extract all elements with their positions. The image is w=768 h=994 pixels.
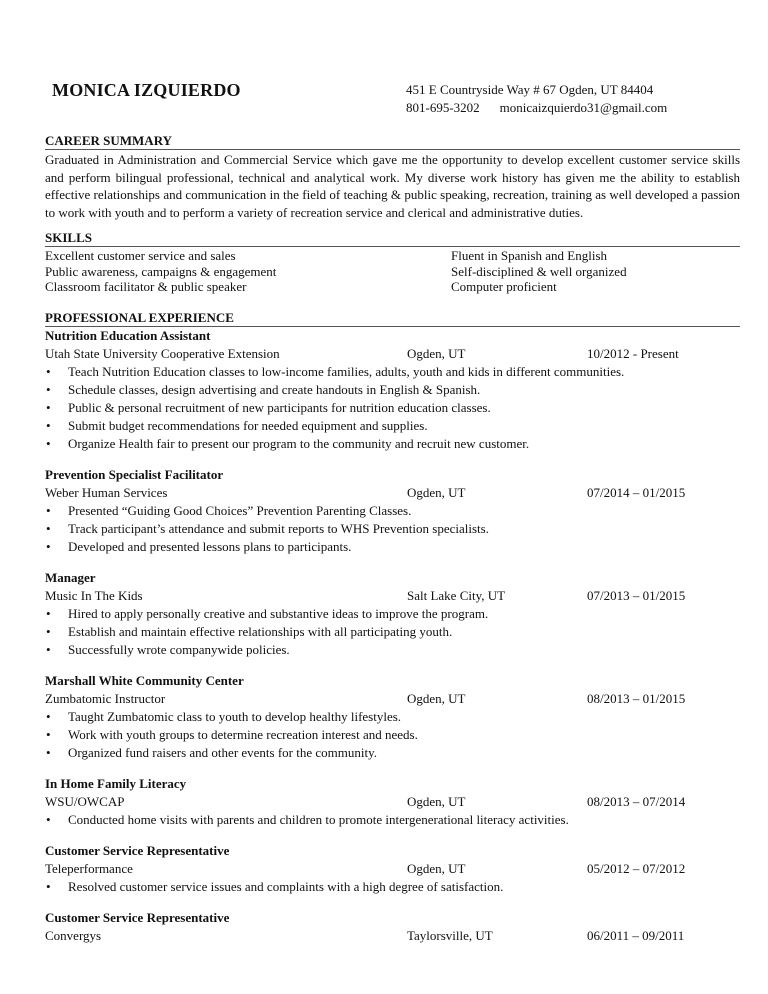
job-bullet: • Track participant’s attendance and submit reports to WHS Prevention specialists. <box>45 520 740 538</box>
job-bullet: • Taught Zumbatomic class to youth to develop healthy lifestyles. <box>45 708 740 726</box>
skills-list <box>45 248 740 295</box>
job-details-row <box>45 927 740 945</box>
job-location: Ogden, UT <box>407 861 466 876</box>
job-dates: 07/2014 – 01/2015 <box>587 485 686 500</box>
job-entry <box>45 672 740 762</box>
job-bullet: • Conducted home visits with parents and children to promote intergenerational literacy activities. <box>45 811 740 829</box>
job-bullet: • Organized fund raisers and other events for the community. <box>45 744 740 762</box>
skill-item: Fluent in Spanish and English <box>451 248 607 263</box>
experience-section <box>45 310 740 958</box>
job-bullet: • Hired to apply personally creative and substantive ideas to improve the program. <box>45 605 740 623</box>
skill-item: Self-disciplined & well organized <box>451 263 627 279</box>
job-location: Ogden, UT <box>407 346 466 361</box>
phone: 801-695-3202 <box>406 100 480 115</box>
job-organization: Zumbatomic Instructor <box>45 691 166 706</box>
job-entry <box>45 909 740 945</box>
skill-item: Public awareness, campaigns & engagement <box>45 263 277 279</box>
skill-item: Classroom facilitator & public speaker <box>45 279 247 295</box>
job-dates: 08/2013 – 01/2015 <box>587 691 686 706</box>
job-bullets <box>45 605 740 659</box>
job-bullets <box>45 363 740 453</box>
job-details-row <box>45 860 740 878</box>
section-title: PROFESSIONAL EXPERIENCE <box>45 310 740 327</box>
career-summary-section <box>45 133 740 221</box>
job-bullet: • Successfully wrote companywide policies. <box>45 641 740 659</box>
job-bullet: • Public & personal recruitment of new participants for nutrition education classes. <box>45 399 740 417</box>
job-bullets <box>45 502 740 556</box>
job-title: Prevention Specialist Facilitator <box>45 467 224 482</box>
job-bullet: • Teach Nutrition Education classes to low-income families, adults, youth and kids in different communities. <box>45 363 740 381</box>
job-entry <box>45 466 740 556</box>
job-organization: Convergys <box>45 928 102 943</box>
job-dates: 06/2011 – 09/2011 <box>587 928 685 943</box>
job-location: Taylorsville, UT <box>407 928 493 943</box>
job-location: Ogden, UT <box>407 485 466 500</box>
job-location: Ogden, UT <box>407 691 466 706</box>
job-organization: Utah State University Cooperative Extension <box>45 346 280 361</box>
job-bullet: • Schedule classes, design advertising and create handouts in English & Spanish. <box>45 381 740 399</box>
job-organization: WSU/OWCAP <box>45 794 125 809</box>
job-title: Marshall White Community Center <box>45 673 244 688</box>
job-dates: 05/2012 – 07/2012 <box>587 861 686 876</box>
job-title: Manager <box>45 570 96 585</box>
email: monicaizquierdo31@gmail.com <box>499 100 668 115</box>
job-dates: 10/2012 - Present <box>587 346 679 361</box>
job-title: In Home Family Literacy <box>45 776 187 791</box>
skills-section <box>45 230 740 295</box>
job-list <box>45 327 740 945</box>
job-bullet: • Work with youth groups to determine recreation interest and needs. <box>45 726 740 744</box>
address: 451 E Countryside Way # 67 Ogden, UT 84404 <box>406 82 654 97</box>
job-bullet: • Organize Health fair to present our program to the community and recruit new customer. <box>45 435 740 453</box>
job-dates: 07/2013 – 01/2015 <box>587 588 686 603</box>
job-details-row <box>45 793 740 811</box>
job-location: Ogden, UT <box>407 794 466 809</box>
job-bullets <box>45 878 740 896</box>
job-details-row <box>45 484 740 502</box>
job-bullets <box>45 811 740 829</box>
job-bullet: • Developed and presented lessons plans to participants. <box>45 538 740 556</box>
job-location: Salt Lake City, UT <box>407 588 506 603</box>
applicant-name: MONICA IZQUIERDO <box>52 80 241 100</box>
job-entry <box>45 775 740 829</box>
contact-line <box>406 100 667 116</box>
job-bullets <box>45 708 740 762</box>
job-bullet: • Establish and maintain effective relationships with all participating youth. <box>45 623 740 641</box>
job-organization: Weber Human Services <box>45 485 168 500</box>
job-organization: Music In The Kids <box>45 588 143 603</box>
job-bullet: • Submit budget recommendations for needed equipment and supplies. <box>45 417 740 435</box>
job-dates: 08/2013 – 07/2014 <box>587 794 686 809</box>
section-title: SKILLS <box>45 230 740 247</box>
job-entry <box>45 569 740 659</box>
job-details-row <box>45 690 740 708</box>
job-entry <box>45 327 740 453</box>
job-title: Customer Service Representative <box>45 843 230 858</box>
job-entry <box>45 842 740 896</box>
job-title: Customer Service Representative <box>45 910 230 925</box>
job-organization: Teleperformance <box>45 861 133 876</box>
job-title: Nutrition Education Assistant <box>45 328 211 343</box>
job-bullet: • Presented “Guiding Good Choices” Prevention Parenting Classes. <box>45 502 740 520</box>
job-details-row <box>45 345 740 363</box>
skill-item: Computer proficient <box>451 279 557 295</box>
section-title: CAREER SUMMARY <box>45 133 740 150</box>
job-bullet: • Resolved customer service issues and complaints with a high degree of satisfaction. <box>45 878 740 896</box>
summary-paragraph: Graduated in Administration and Commercial Service which gave me the opportunity to develop excellent customer service skills and perform bilingual professional, technical and analytical work. My diverse work history has given me the ability to establish effective relationships and communication in the field of teaching & public speaking, recreation, training as well developed a passion to work with youth and to perform a variety of recreation service and clerical and administrative duties. <box>45 152 740 220</box>
job-details-row <box>45 587 740 605</box>
resume-header <box>48 80 738 120</box>
skill-item: Excellent customer service and sales <box>45 248 236 263</box>
